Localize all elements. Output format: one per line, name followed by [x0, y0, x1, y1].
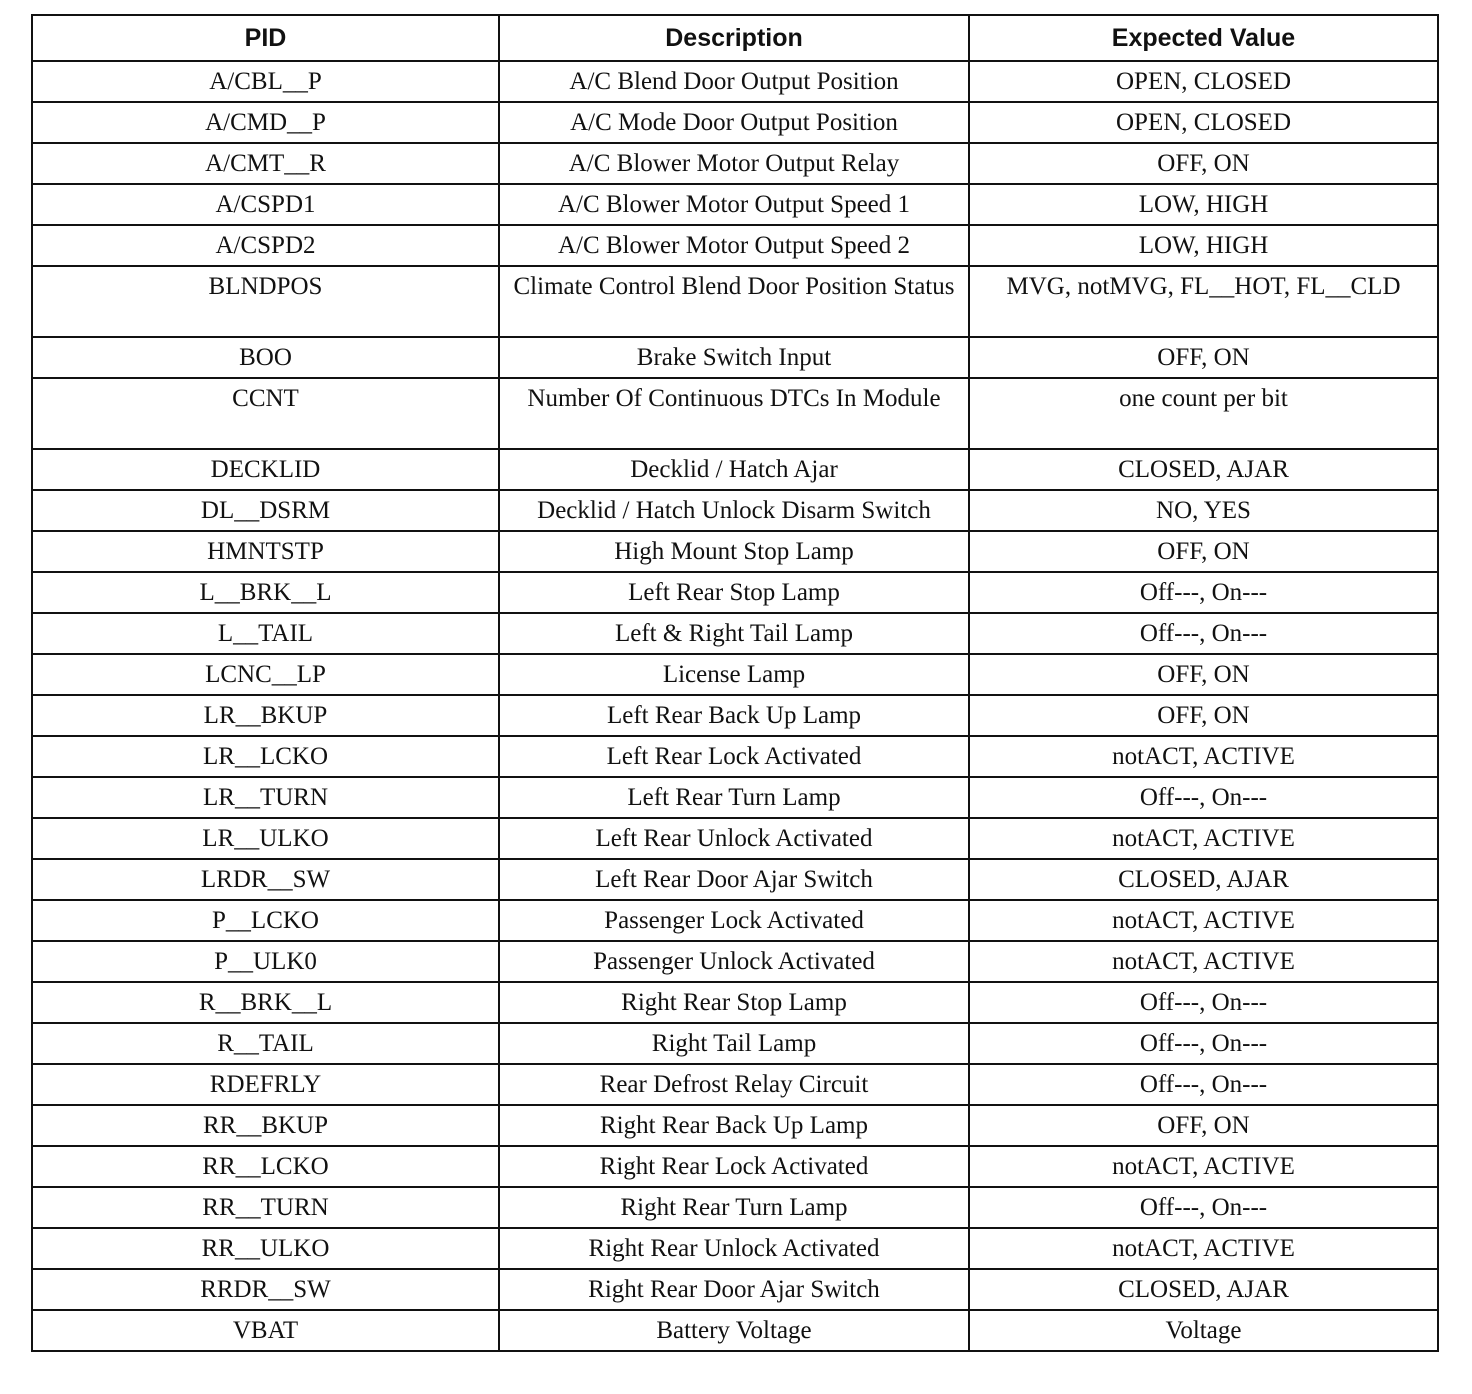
table-header	[32, 15, 1438, 61]
description-cell: Left Rear Back Up Lamp	[499, 695, 969, 736]
description-cell: Decklid / Hatch Ajar	[499, 449, 969, 490]
expected-value-cell: LOW, HIGH	[969, 184, 1438, 225]
header-pid: PID	[32, 15, 499, 61]
description-cell: Decklid / Hatch Unlock Disarm Switch	[499, 490, 969, 531]
description-cell: Passenger Unlock Activated	[499, 941, 969, 982]
expected-value-cell: notACT, ACTIVE	[969, 1146, 1438, 1187]
pid-cell: LR__BKUP	[32, 695, 499, 736]
expected-value-cell: notACT, ACTIVE	[969, 736, 1438, 777]
description-cell: Right Rear Stop Lamp	[499, 982, 969, 1023]
description-cell: Left & Right Tail Lamp	[499, 613, 969, 654]
description-cell: License Lamp	[499, 654, 969, 695]
pid-cell: HMNTSTP	[32, 531, 499, 572]
table-row	[32, 1310, 1438, 1351]
expected-value-cell: one count per bit	[969, 378, 1438, 449]
expected-value-cell: LOW, HIGH	[969, 225, 1438, 266]
table-row	[32, 1064, 1438, 1105]
expected-value-cell: Voltage	[969, 1310, 1438, 1351]
pid-cell: LR__TURN	[32, 777, 499, 818]
table-row	[32, 143, 1438, 184]
expected-value-cell: Off---, On---	[969, 572, 1438, 613]
pid-cell: LRDR__SW	[32, 859, 499, 900]
table-row	[32, 102, 1438, 143]
description-cell: Brake Switch Input	[499, 337, 969, 378]
pid-cell: R__BRK__L	[32, 982, 499, 1023]
pid-cell: A/CMT__R	[32, 143, 499, 184]
pid-cell: A/CSPD1	[32, 184, 499, 225]
expected-value-cell: Off---, On---	[969, 777, 1438, 818]
description-cell: A/C Mode Door Output Position	[499, 102, 969, 143]
header-expected-value: Expected Value	[969, 15, 1438, 61]
expected-value-cell: OFF, ON	[969, 1105, 1438, 1146]
pid-cell: RRDR__SW	[32, 1269, 499, 1310]
pid-cell: P__LCKO	[32, 900, 499, 941]
pid-cell: DECKLID	[32, 449, 499, 490]
pid-cell: A/CBL__P	[32, 61, 499, 102]
expected-value-cell: NO, YES	[969, 490, 1438, 531]
description-cell: Left Rear Door Ajar Switch	[499, 859, 969, 900]
expected-value-cell: MVG, notMVG, FL__HOT, FL__CLD	[969, 266, 1438, 337]
pid-table	[31, 14, 1439, 1352]
pid-cell: R__TAIL	[32, 1023, 499, 1064]
table-row	[32, 1105, 1438, 1146]
expected-value-cell: CLOSED, AJAR	[969, 1269, 1438, 1310]
description-cell: Right Rear Lock Activated	[499, 1146, 969, 1187]
table-body	[32, 61, 1438, 1351]
table-row	[32, 337, 1438, 378]
pid-cell: LR__LCKO	[32, 736, 499, 777]
expected-value-cell: Off---, On---	[969, 1023, 1438, 1064]
table-row	[32, 1146, 1438, 1187]
table-row	[32, 1269, 1438, 1310]
table-row	[32, 378, 1438, 449]
description-cell: Right Tail Lamp	[499, 1023, 969, 1064]
expected-value-cell: Off---, On---	[969, 1187, 1438, 1228]
pid-cell: CCNT	[32, 378, 499, 449]
description-cell: Rear Defrost Relay Circuit	[499, 1064, 969, 1105]
table-row	[32, 941, 1438, 982]
description-cell: Number Of Continuous DTCs In Module	[499, 378, 969, 449]
pid-cell: BOO	[32, 337, 499, 378]
pid-cell: DL__DSRM	[32, 490, 499, 531]
expected-value-cell: OFF, ON	[969, 695, 1438, 736]
pid-cell: BLNDPOS	[32, 266, 499, 337]
pid-cell: A/CSPD2	[32, 225, 499, 266]
pid-cell: RR__TURN	[32, 1187, 499, 1228]
description-cell: A/C Blend Door Output Position	[499, 61, 969, 102]
table-row	[32, 613, 1438, 654]
expected-value-cell: Off---, On---	[969, 982, 1438, 1023]
expected-value-cell: Off---, On---	[969, 1064, 1438, 1105]
expected-value-cell: Off---, On---	[969, 613, 1438, 654]
pid-cell: RR__LCKO	[32, 1146, 499, 1187]
description-cell: A/C Blower Motor Output Speed 1	[499, 184, 969, 225]
pid-cell: VBAT	[32, 1310, 499, 1351]
table-row	[32, 61, 1438, 102]
table-row	[32, 736, 1438, 777]
expected-value-cell: OFF, ON	[969, 337, 1438, 378]
description-cell: Climate Control Blend Door Position Status	[499, 266, 969, 337]
table-row	[32, 982, 1438, 1023]
expected-value-cell: notACT, ACTIVE	[969, 818, 1438, 859]
description-cell: Battery Voltage	[499, 1310, 969, 1351]
table-row	[32, 1187, 1438, 1228]
description-cell: Right Rear Back Up Lamp	[499, 1105, 969, 1146]
table-row	[32, 900, 1438, 941]
table-row	[32, 266, 1438, 337]
description-cell: A/C Blower Motor Output Relay	[499, 143, 969, 184]
description-cell: Passenger Lock Activated	[499, 900, 969, 941]
expected-value-cell: CLOSED, AJAR	[969, 859, 1438, 900]
description-cell: Left Rear Stop Lamp	[499, 572, 969, 613]
description-cell: Right Rear Turn Lamp	[499, 1187, 969, 1228]
table-row	[32, 184, 1438, 225]
expected-value-cell: notACT, ACTIVE	[969, 1228, 1438, 1269]
table-row	[32, 695, 1438, 736]
pid-cell: A/CMD__P	[32, 102, 499, 143]
expected-value-cell: OPEN, CLOSED	[969, 102, 1438, 143]
table-row	[32, 1023, 1438, 1064]
description-cell: Right Rear Unlock Activated	[499, 1228, 969, 1269]
table-row	[32, 449, 1438, 490]
description-cell: High Mount Stop Lamp	[499, 531, 969, 572]
description-cell: A/C Blower Motor Output Speed 2	[499, 225, 969, 266]
table-row	[32, 818, 1438, 859]
pid-cell: P__ULK0	[32, 941, 499, 982]
header-row	[32, 15, 1438, 61]
table-row	[32, 777, 1438, 818]
expected-value-cell: CLOSED, AJAR	[969, 449, 1438, 490]
table-row	[32, 1228, 1438, 1269]
table-row	[32, 572, 1438, 613]
expected-value-cell: notACT, ACTIVE	[969, 941, 1438, 982]
pid-cell: L__TAIL	[32, 613, 499, 654]
pid-cell: L__BRK__L	[32, 572, 499, 613]
expected-value-cell: notACT, ACTIVE	[969, 900, 1438, 941]
table-row	[32, 859, 1438, 900]
expected-value-cell: OFF, ON	[969, 143, 1438, 184]
pid-cell: LCNC__LP	[32, 654, 499, 695]
expected-value-cell: OFF, ON	[969, 531, 1438, 572]
description-cell: Left Rear Unlock Activated	[499, 818, 969, 859]
description-cell: Left Rear Turn Lamp	[499, 777, 969, 818]
table-row	[32, 225, 1438, 266]
pid-cell: RDEFRLY	[32, 1064, 499, 1105]
expected-value-cell: OPEN, CLOSED	[969, 61, 1438, 102]
description-cell: Right Rear Door Ajar Switch	[499, 1269, 969, 1310]
pid-cell: RR__BKUP	[32, 1105, 499, 1146]
pid-cell: RR__ULKO	[32, 1228, 499, 1269]
expected-value-cell: OFF, ON	[969, 654, 1438, 695]
header-description: Description	[499, 15, 969, 61]
table-row	[32, 531, 1438, 572]
table-row	[32, 654, 1438, 695]
description-cell: Left Rear Lock Activated	[499, 736, 969, 777]
pid-cell: LR__ULKO	[32, 818, 499, 859]
table-row	[32, 490, 1438, 531]
